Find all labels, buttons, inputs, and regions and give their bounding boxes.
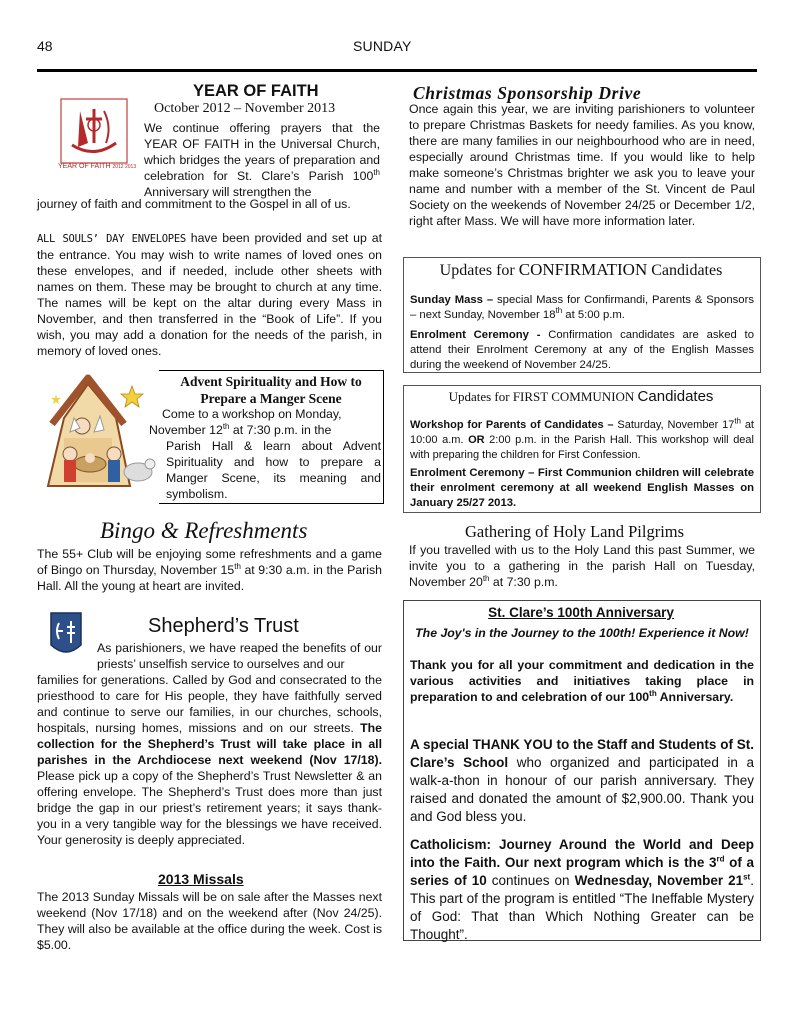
advent-body-2: November 12th at 7:30 p.m. in the bbox=[149, 421, 332, 437]
confirmation-title: Updates for CONFIRMATION Candidates bbox=[439, 260, 723, 279]
holy-land-title: Gathering of Holy Land Pilgrims bbox=[465, 522, 685, 541]
anniversary-school-thanks: A special THANK YOU to the Staff and Students of St. Clare’s School who organized and participated in a walk-a-thon in honour of our parish anniversary. They raised and donated the amount of $2,900.00. Thank you and God bless you. bbox=[410, 737, 755, 824]
christmas-body: Once again this year, we are inviting parishioners to volunteer to prepare Christmas Baskets for needy families. As you know, there are many families in our neighbourhood who are in need, especially around Christmas time. If you would like to help make someone’s Christmas brighter we ask you to leave your name and number with a member of the St. Vincent de Paul Society on the weekends of November 24/25 or December 1/2, right after Mass. We will have more information later. bbox=[409, 102, 755, 228]
shepherds-trust-body: families for generations. Called by God and consecrated to the priesthood to care for His people, they have faithfully served and continue to serve our families, in our churches, schools, hospitals, nursing homes, missions and on our streets. The collection for the Shepherd’s Trust will take place in all parishes in the Archdiocese next weekend (Nov 17/18). Please pick up a copy of the Shepherd’s Trust Newsletter & an offering envelope. The Shepherd’s Trust does more than just bridge the gap in our priest’s retirement years; it says thank-you in a very tangible way for the blessings we have received. Your generosity is deeply appreciated. bbox=[37, 673, 382, 847]
anniversary-catholicism-program: Catholicism: Journey Around the World and Deep into the Faith. Our next program which is the 3rd of a series of 10 continues on Wednesday, November 21st. This part of the program is entitled “The Ineffable Mystery of God: That than Which Nothing Greater can be Thought”. bbox=[410, 837, 754, 942]
manger-scene-icon bbox=[42, 368, 160, 496]
year-of-faith-subtitle: October 2012 – November 2013 bbox=[154, 101, 336, 116]
bingo-title: Bingo & Refreshments bbox=[100, 518, 308, 543]
advent-title: Advent Spirituality and How to Prepare a Manger Scene bbox=[180, 374, 362, 406]
year-of-faith-logo bbox=[58, 97, 137, 177]
logo-years: 2012 2013 bbox=[112, 164, 137, 170]
christmas-title: Christmas Sponsorship Drive bbox=[413, 83, 642, 103]
anniversary-subtitle: The Joy's in the Journey to the 100th! Experience it Now! bbox=[415, 626, 749, 640]
missals-title: 2013 Missals bbox=[158, 871, 244, 887]
advent-body-3: Parish Hall & learn about Advent Spirituality and how to prepare a Manger Scene, its meaning and symbolism. bbox=[166, 439, 381, 501]
header-rule bbox=[37, 69, 757, 72]
page-number: 48 bbox=[37, 38, 53, 54]
manger-scene-illustration bbox=[42, 368, 160, 496]
confirmation-enrolment: Enrolment Ceremony - Confirmation candidates are asked to attend their Enrolment Ceremony at any of the English Masses during the weekend of November 24/25. bbox=[410, 329, 754, 371]
shepherds-trust-intro: As parishioners, we have reaped the benefits of our priests’ unselfish service to ourselves and our bbox=[97, 641, 382, 671]
anniversary-title: St. Clare’s 100th Anniversary bbox=[488, 605, 674, 620]
shepherds-trust-icon bbox=[47, 609, 85, 661]
year-of-faith-body-end: journey of faith and commitment to the Gospel in all of us. bbox=[37, 197, 351, 211]
missals-body: The 2013 Sunday Missals will be on sale after the Masses next weekend (Nov 17/18) and on the weekend after (Nov 24/25). They will also be available at the office during the week. Cost is $5.00. bbox=[37, 890, 382, 952]
holy-land-body: If you travelled with us to the Holy Land this past Summer, we invite you to a gathering in the parish Hall on Tuesday, November 20th at 7:30 p.m. bbox=[409, 543, 755, 589]
first-communion-enrolment: Enrolment Ceremony – First Communion children will celebrate their enrolment ceremony at all weekend English Masses on January 25/27 2013. bbox=[410, 467, 754, 509]
bingo-body: The 55+ Club will be enjoying some refreshments and a game of Bingo on Thursday, November 15th at 9:30 a.m. in the Parish Hall. All the young at heart are invited. bbox=[37, 547, 382, 593]
first-communion-workshop: Workshop for Parents of Candidates – Saturday, November 17th at 10:00 a.m. OR 2:00 p.m. in the Parish Hall. This workshop will deal with preparing the children for First Confession. bbox=[410, 416, 754, 461]
advent-body-1: Come to a workshop on Monday, bbox=[162, 407, 342, 421]
confirmation-sunday-mass: Sunday Mass – special Mass for Confirmandi, Parents & Sponsors – next Sunday, November 18th at 5:00 p.m. bbox=[410, 294, 754, 321]
shepherds-trust-title: Shepherd’s Trust bbox=[148, 615, 299, 637]
first-communion-title: Updates for FIRST COMMUNION Candidates bbox=[448, 388, 714, 405]
logo-text: YEAR OF FAITH bbox=[58, 163, 111, 170]
year-of-faith-body: We continue offering prayers that the YEAR OF FAITH in the Universal Church, which bridges the years of preparation and celebration for St. Clare’s Parish 100th Anniversary will strengthen the bbox=[144, 121, 380, 199]
anniversary-thanks: Thank you for all your commitment and dedication in the various activities and initiatives taking place in preparation to and celebration of our 100th Anniversary. bbox=[410, 658, 754, 704]
all-souls-lead: ALL SOULS’ DAY ENVELOPES bbox=[37, 233, 186, 245]
running-head: SUNDAY bbox=[353, 38, 412, 54]
year-of-faith-title: YEAR OF FAITH bbox=[193, 82, 319, 100]
all-souls-notice: ALL SOULS’ DAY ENVELOPES have been provided and set up at the entrance. You may wish to write names of loved ones on these envelopes, and if needed, include other sheets with names on them. These may be brought to church at any time. The names will be kept on the altar during every Mass in November, and then transferred in the “Book of Life”. If you wish, you may add a donation for the needs of the parish, in memory of loved ones. bbox=[37, 231, 382, 358]
